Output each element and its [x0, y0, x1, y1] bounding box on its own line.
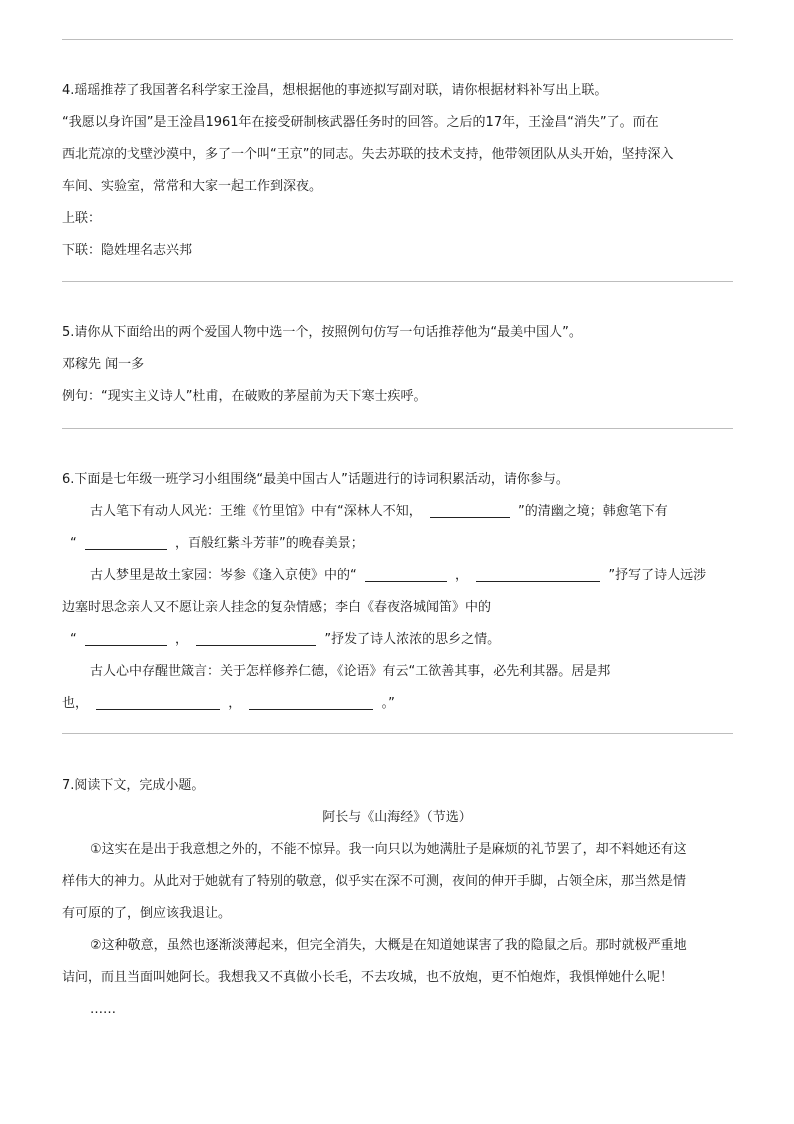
q5-stem: 5.请你从下面给出的两个爱国人物中选一个，按照例句仿写一句话推荐他为“最美中国人”。: [62, 325, 582, 340]
answer-blank[interactable]: [476, 567, 600, 582]
q6-para1-line2: “ ，百般红紫斗芳菲”的晚春美景；: [70, 536, 364, 551]
q7-para2-line1: ②这种敬意，虽然也逐渐淡薄起来，但完全消失，大概是在知道她谋害了我的隐鼠之后。那时就极严重地: [90, 938, 687, 953]
q6-para3-line2: 也， ， 。”: [62, 696, 395, 711]
answer-blank[interactable]: [85, 631, 167, 646]
q5-example: 例句：“现实主义诗人”杜甫，在破败的茅屋前为天下寒士疾呼。: [62, 389, 427, 404]
answer-blank[interactable]: [85, 535, 167, 550]
divider-q4-q5: [62, 281, 733, 282]
divider-q6-q7: [62, 733, 733, 734]
q4-material-line-2: 西北荒凉的戈壁沙漠中，多了一个叫“王京”的同志。失去苏联的技术支持，他带领团队从头开始，坚持深入: [62, 147, 674, 162]
q6-stem: 6.下面是七年级一班学习小组围绕“最美中国古人”话题进行的诗词积累活动，请你参与。: [62, 472, 569, 487]
q6-para1-line1: 古人笔下有动人风光：王维《竹里馆》中有“深林人不知， ”的清幽之境；韩愈笔下有: [90, 504, 668, 519]
q4-stem: 4.瑶瑶推荐了我国著名科学家王淦昌，想根据他的事迹拟写副对联，请你根据材料补写出上联。: [62, 83, 608, 98]
q7-para2-line2: 诘问，而且当面叫她阿长。我想我又不真做小长毛，不去攻城，也不放炮，更不怕炮炸，我惧惮她什么呢！: [62, 970, 674, 985]
answer-blank[interactable]: [96, 695, 220, 710]
q7-para1-line1: ①这实在是出于我意想之外的，不能不惊异。我一向只以为她满肚子是麻烦的礼节罢了，却不料她还有这: [90, 842, 687, 857]
q4-material-line-3: 车间、实验室，常常和大家一起工作到深夜。: [62, 179, 323, 194]
q6-para3-line1: 古人心中存醒世箴言：关于怎样修养仁德，《论语》有云“工欲善其事，必先利其器。居是邦: [90, 664, 611, 679]
answer-blank[interactable]: [365, 567, 447, 582]
q7-para1-line2: 样伟大的神力。从此对于她就有了特别的敬意，似乎实在深不可测，夜间的伸开手脚，占领全床，那当然是情: [62, 874, 687, 889]
q6-para2-line3: “ ， ”抒发了诗人浓浓的思乡之情。: [70, 632, 501, 647]
q6-para2-line2: 边塞时思念亲人又不愿让亲人挂念的复杂情感；李白《春夜洛城闻笛》中的: [62, 600, 492, 615]
q7-ellipsis: ……: [90, 1002, 116, 1017]
q7-stem: 7.阅读下文，完成小题。: [62, 778, 205, 793]
q6-para2-line1: 古人梦里是故土家园：岑参《逢入京使》中的“ ， ”抒写了诗人远涉: [90, 568, 707, 583]
top-divider: [62, 39, 733, 40]
q4-upper-couplet: 上联：: [62, 211, 102, 226]
answer-blank[interactable]: [249, 695, 373, 710]
q4-lower-couplet: 下联：隐姓埋名志兴邦: [62, 243, 193, 258]
q5-names: 邓稼先 闻一多: [62, 357, 145, 372]
divider-q5-q6: [62, 428, 733, 429]
answer-blank[interactable]: [196, 631, 316, 646]
q7-para1-line3: 有可原的了，倒应该我退让。: [62, 906, 232, 921]
answer-blank[interactable]: [430, 503, 510, 518]
q4-material-line-1: “我愿以身许国”是王淦昌1961年在接受研制核武器任务时的回答。之后的17年，王淦昌“消失”了。而在: [62, 115, 659, 130]
q7-passage-title: 阿长与《山海经》（节选）: [322, 810, 472, 825]
